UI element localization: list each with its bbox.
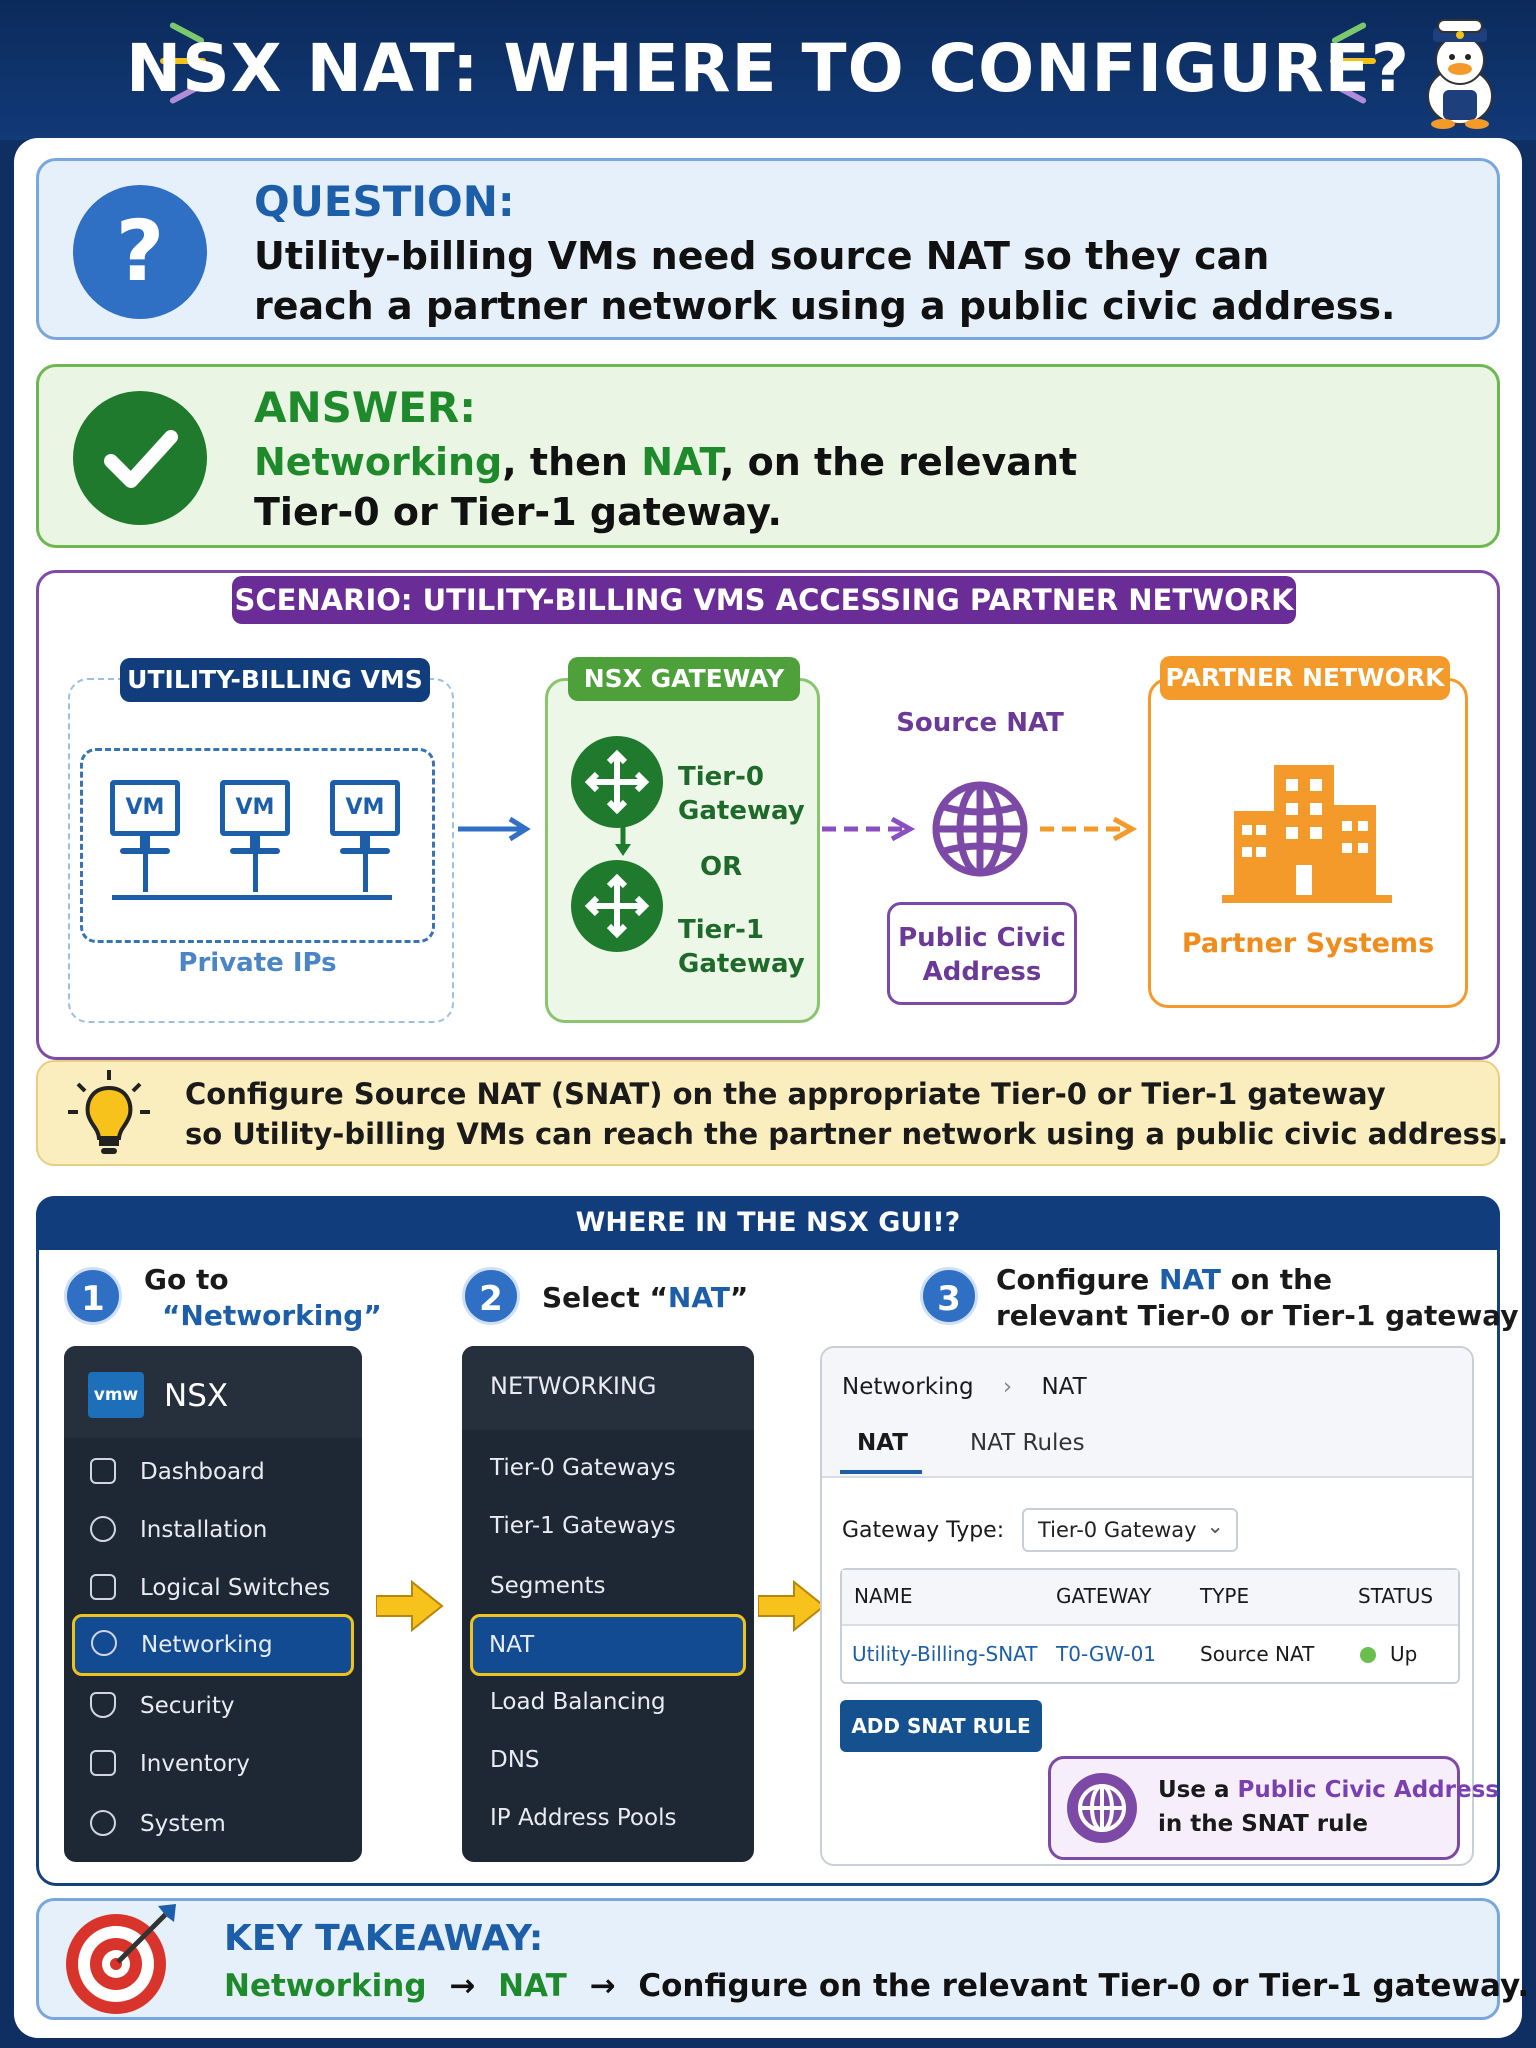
step-2-text: Select “NAT” [542,1281,749,1314]
submenu-item-nat[interactable]: NAT [470,1614,746,1676]
breadcrumb [842,1374,1087,1400]
nat-page-topbar [822,1348,1472,1478]
question-heading: QUESTION: [254,177,515,226]
tip-text [185,1074,1508,1154]
question-panel [36,158,1500,340]
globe-icon [928,777,1032,881]
shield-icon [90,1692,116,1718]
private-ips-label: Private IPs [178,948,337,978]
or-label: OR [700,852,743,882]
sidebar-item-installation[interactable]: Installation [72,1502,354,1558]
status-up-indicator [1360,1647,1376,1663]
inventory-icon [90,1750,116,1776]
column-header-name[interactable]: NAME [854,1584,913,1608]
sidebar-item-dashboard[interactable]: Dashboard [72,1444,354,1500]
globe-icon [91,1630,117,1656]
nsx-title: NSX [164,1378,229,1414]
gateway-type-select[interactable]: Tier-0 Gateway ⌄ [1022,1508,1238,1552]
rule-type: Source NAT [1200,1642,1315,1666]
partner-tag: PARTNER NETWORK [1160,656,1450,700]
dashed-arrow-right-icon [1040,815,1140,843]
tier1-label: Tier-1 Gateway [678,915,805,979]
sidebar-item-security[interactable]: Security [72,1678,354,1734]
takeaway-heading: KEY TAKEAWAY: [224,1918,544,1959]
vm-icon: VM [330,780,400,892]
arrow-right-icon [758,1578,828,1634]
router-icon [571,860,663,952]
sidebar-item-system[interactable]: System [72,1796,354,1852]
sidebar-item-inventory[interactable]: Inventory [72,1736,354,1792]
vm-icon: VM [110,780,180,892]
step-1-text: Go to “Networking” [144,1263,382,1332]
gear-icon [90,1810,116,1836]
civic-note-text: Use a Public Civic Address in the SNAT rule [1158,1777,1499,1837]
rule-status: Up [1390,1642,1418,1666]
breadcrumb-networking[interactable]: Networking [842,1374,974,1400]
sidebar-item-logical-switches[interactable]: Logical Switches [72,1560,354,1616]
page-title: NSX NAT: WHERE TO CONFIGURE? [125,30,1411,107]
vm-network-bus [112,895,392,900]
submenu-item-tier0-gateways[interactable]: Tier-0 Gateways [490,1455,676,1481]
question-text [254,231,1395,331]
breadcrumb-nat: NAT [1041,1374,1087,1400]
source-nat-label: Source NAT [896,708,1064,738]
answer-line [254,437,1077,487]
lightbulb-icon [64,1068,154,1160]
arrow-right-icon: → [589,1968,616,2004]
submenu-item-tier1-gateways[interactable]: Tier-1 Gateways [490,1513,676,1539]
submenu-item-dns[interactable]: DNS [490,1747,540,1773]
scenario-label: SCENARIO: UTILITY-BILLING VMS ACCESSING PARTNER NETWORK [232,576,1296,624]
dashboard-icon [90,1458,116,1484]
tab-nat-rules[interactable]: NAT Rules [970,1430,1085,1456]
vms-tag: UTILITY-BILLING VMS [120,658,430,702]
dashed-arrow-right-icon [822,815,918,843]
arrow-right-icon [376,1578,446,1634]
add-snat-rule-button[interactable]: ADD SNAT RULE [840,1700,1042,1752]
rule-gateway-link[interactable]: T0-GW-01 [1056,1642,1157,1666]
checkmark-icon [73,391,207,525]
question-mark-icon [73,185,207,319]
target-icon [62,1902,182,2016]
switch-icon [90,1574,116,1600]
column-header-status[interactable]: STATUS [1358,1584,1434,1608]
sidebar-item-networking[interactable]: Networking [72,1614,354,1676]
arrow-right-icon: → [449,1968,476,2004]
submenu-item-load-balancing[interactable]: Load Balancing [490,1689,666,1715]
column-header-type[interactable]: TYPE [1200,1584,1250,1608]
answer-networking: Networking [254,440,503,484]
globe-icon [1066,1772,1138,1844]
gateway-type-label: Gateway Type: [842,1518,1005,1543]
rule-name-link[interactable]: Utility-Billing-SNAT [852,1642,1038,1666]
answer-then: , then [502,440,642,484]
gui-header: WHERE IN THE NSX GUI!? [36,1196,1500,1250]
answer-heading: ANSWER: [254,383,477,432]
vm-icon: VM [220,780,290,892]
step-3-text: Configure NAT on the relevant Tier-0 or Tier-1 gateway [996,1263,1519,1332]
column-header-gateway[interactable]: GATEWAY [1056,1584,1152,1608]
answer-relevant: , on the relevant [719,440,1078,484]
networking-title: NETWORKING [490,1372,657,1400]
tip-line: Configure Source NAT (SNAT) on the appropriate Tier-0 or Tier-1 gateway [185,1077,1386,1111]
vmw-logo: vmw [88,1372,144,1418]
submenu-item-ip-address-pools[interactable]: IP Address Pools [490,1805,677,1831]
partner-systems-label: Partner Systems [1181,928,1435,959]
installation-icon [90,1516,116,1542]
gateway-tag: NSX GATEWAY [568,657,800,701]
answer-line: Tier-0 or Tier-1 gateway. [254,490,782,534]
duck-captain-mascot-icon [1405,12,1515,130]
answer-nat: NAT [641,440,720,484]
arrow-right-icon [458,815,538,843]
takeaway-text: Networking → NAT → Configure on the relevant Tier-0 or Tier-1 gateway. [224,1968,1530,2004]
question-line: reach a partner network using a public civic address. [254,284,1396,328]
tab-active-indicator [840,1470,922,1474]
tab-nat[interactable]: NAT [857,1430,908,1456]
arrow-down-icon [613,818,633,858]
answer-panel [36,364,1500,548]
question-line: Utility-billing VMs need source NAT so they can [254,234,1270,278]
router-icon [571,736,663,828]
submenu-item-segments[interactable]: Segments [490,1573,606,1599]
building-icon [1222,765,1392,905]
step-3-badge: 3 [920,1267,978,1325]
public-civic-address-box: Public Civic Address [887,902,1077,1005]
tip-line: so Utility-billing VMs can reach the partner network using a public civic address. [185,1117,1509,1151]
answer-text [254,437,1077,537]
svg-text:?: ? [115,202,165,300]
step-2-badge: 2 [462,1267,520,1325]
breadcrumb-separator: › [1002,1374,1013,1400]
tier0-label: Tier-0 Gateway [678,762,805,826]
step-1-badge: 1 [64,1267,122,1325]
